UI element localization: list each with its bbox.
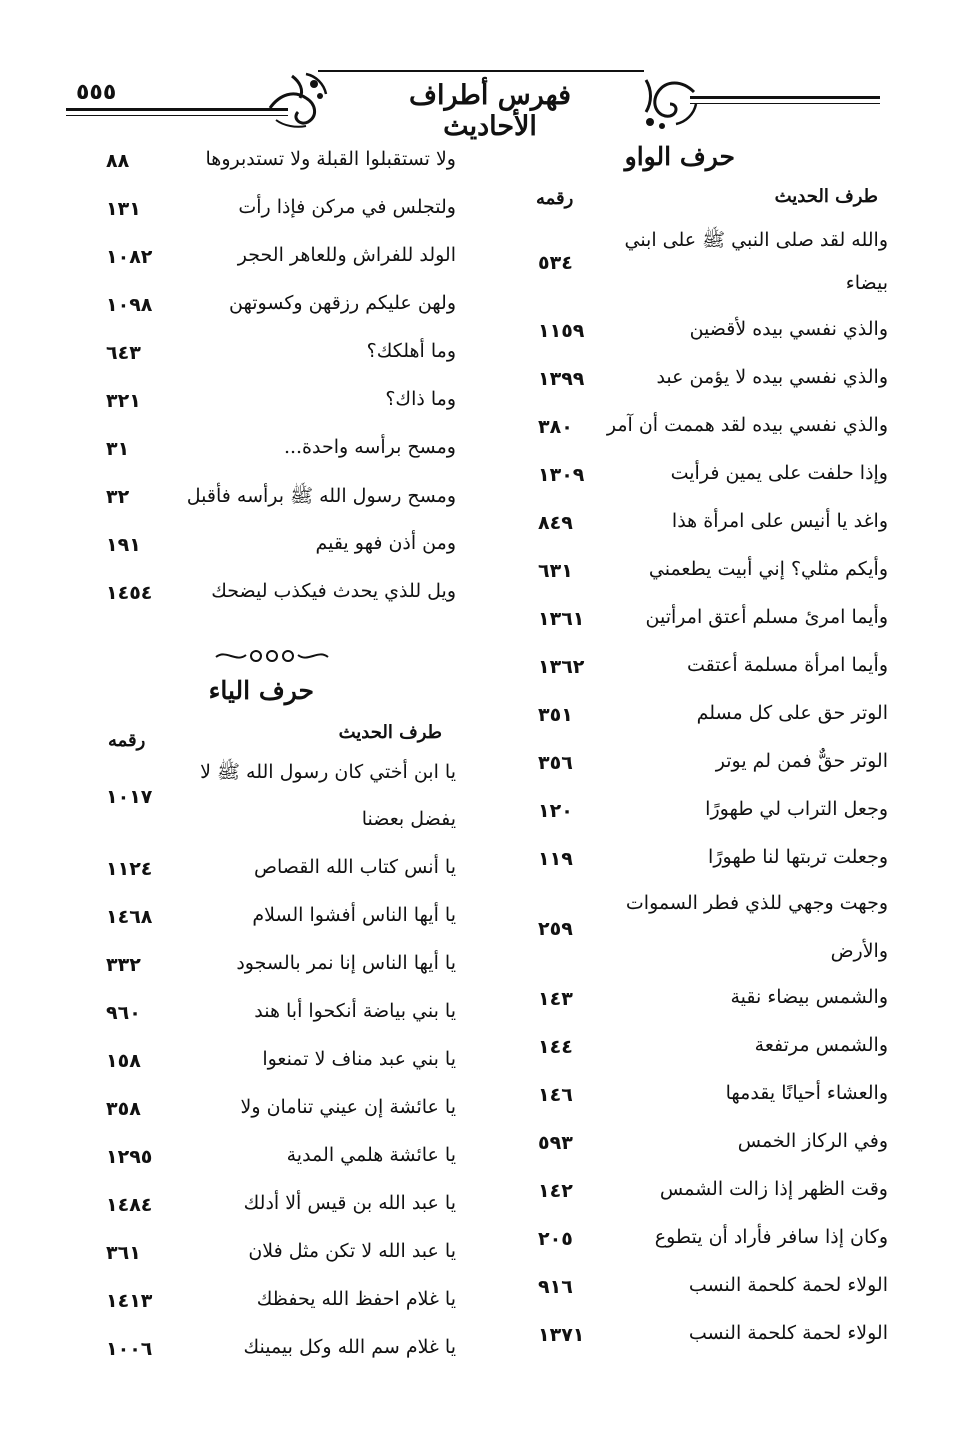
hadith-entry-number: ٣٥٦ xyxy=(538,752,573,774)
hadith-entry-number: ٩١٦ xyxy=(538,1276,573,1298)
header-ornament-right-icon xyxy=(636,70,700,132)
hadith-entry-number: ١٤٦ xyxy=(538,1084,573,1106)
hadith-entry-text: وكان إذا سافر فأراد أن يتطوع xyxy=(654,1226,888,1248)
hadith-entry-text: الولاء لحمة كلحمة النسب xyxy=(688,1322,888,1344)
hadith-entry-number: ١٣٠٩ xyxy=(538,464,585,486)
header-ornament-left-icon xyxy=(262,68,332,130)
hadith-entry-number: ٥٩٣ xyxy=(538,1132,573,1154)
column-header-number: رقمه xyxy=(536,188,574,209)
hadith-entry-text: وجعل التراب لي طهورًا xyxy=(705,798,888,820)
hadith-entry-text: ويل للذي يحدث فيكذب ليضحك xyxy=(211,580,456,602)
hadith-entry-text: يا عبد الله لا تكن مثل فلان xyxy=(248,1240,456,1262)
hadith-entry-number: ٣٨٠ xyxy=(538,416,573,438)
hadith-entry-number: ١٤٨٤ xyxy=(106,1194,153,1216)
hadith-entry-text: وما ذاك؟ xyxy=(385,388,456,410)
header-top-rule xyxy=(318,70,644,72)
hadith-entry-text: والشمس مرتفعة xyxy=(754,1034,888,1056)
header-left-rule-thin xyxy=(66,115,288,116)
hadith-entry-number: ٩٦٠ xyxy=(106,1002,141,1024)
hadith-entry-text: ولهن عليكم رزقهن وكسوتهن xyxy=(229,292,456,314)
section-title-ya: حرف الياء xyxy=(208,676,314,705)
hadith-entry-number: ١٣١ xyxy=(106,198,141,220)
hadith-entry-text: يا عبد الله بن قيس ألا أدلك xyxy=(243,1192,456,1214)
hadith-entry-number: ٣٥١ xyxy=(538,704,573,726)
hadith-entry-text: يا بني بياضة أنكحوا أبا هند xyxy=(254,1000,456,1022)
hadith-entry-text: الوتر حقٌّ فمن لم يوتر xyxy=(715,750,888,772)
hadith-entry-text: والشمس بيضاء نقية xyxy=(730,986,888,1008)
hadith-entry-number: ١٠٠٦ xyxy=(106,1338,153,1360)
hadith-entry-number: ١٠٩٨ xyxy=(106,294,153,316)
hadith-entry-number: ٣٦١ xyxy=(106,1242,141,1264)
hadith-entry-text: الولاء لحمة كلحمة النسب xyxy=(688,1274,888,1296)
hadith-entry-text: يفضل بعضنا xyxy=(361,808,456,830)
page-number: ٥٥٥ xyxy=(76,80,117,105)
header-left-rule xyxy=(66,108,288,111)
hadith-entry-number: ١٤٢ xyxy=(538,1180,573,1202)
column-header-text: طرف الحديث xyxy=(338,722,442,743)
header-right-rule-thin xyxy=(690,103,880,104)
hadith-entry-text: ومن أذن فهو يقيم xyxy=(315,532,456,554)
hadith-entry-text: يا عائشة هلمي المدية xyxy=(286,1144,456,1166)
hadith-entry-number: ٢٥٩ xyxy=(538,918,573,940)
hadith-entry-number: ١٤٦٨ xyxy=(106,906,153,928)
hadith-entry-text: الولد للفراش وللعاهر الحجر xyxy=(237,244,456,266)
hadith-entry-text: والأرض xyxy=(830,940,888,962)
hadith-entry-text: ولتجلس في مركن فإذا رأت xyxy=(238,196,456,218)
column-header-text: طرف الحديث xyxy=(774,186,878,207)
hadith-entry-number: ٥٣٤ xyxy=(538,252,573,274)
hadith-entry-number: ١٩١ xyxy=(106,534,141,556)
hadith-entry-text: وأيكم مثلي؟ إني أبيت يطعمني xyxy=(648,558,888,580)
hadith-entry-text: وجعلت تربتها لنا طهورًا xyxy=(708,846,888,868)
hadith-entry-number: ١٠٨٢ xyxy=(106,246,153,268)
hadith-entry-text: والعشاء أحيانًا يقدمها xyxy=(725,1082,888,1104)
hadith-entry-number: ١١٢٤ xyxy=(106,858,153,880)
hadith-entry-number: ١١٩ xyxy=(538,848,573,870)
hadith-entry-number: ١١٥٩ xyxy=(538,320,585,342)
section-divider-ornament-icon xyxy=(212,645,332,667)
hadith-entry-text: وما أهلكك؟ xyxy=(366,340,456,362)
hadith-entry-text: يا أيها الناس إنا نمر بالسجود xyxy=(236,952,456,974)
hadith-entry-text: يا ابن أختي كان رسول الله ﷺ لا xyxy=(200,761,456,783)
hadith-entry-number: ١٢٠ xyxy=(538,800,573,822)
hadith-entry-number: ١٣٦١ xyxy=(538,608,585,630)
hadith-entry-number: ١٠١٧ xyxy=(106,786,153,808)
hadith-entry-text: ومسح رسول الله ﷺ برأسه فأقبل xyxy=(186,485,456,507)
hadith-entry-text: واغد يا أنيس على امرأة هذا xyxy=(671,510,888,532)
hadith-entry-text: وقت الظهر إذا زالت الشمس xyxy=(659,1178,888,1200)
hadith-entry-number: ١٣٧١ xyxy=(538,1324,585,1346)
hadith-entry-text: بيضاء xyxy=(845,272,888,294)
header-right-rule xyxy=(690,96,880,99)
hadith-entry-text: يا بني عبد مناف لا تمنعوا xyxy=(262,1048,456,1070)
hadith-entry-text: ولا تستقبلوا القبلة ولا تستدبروها xyxy=(205,148,456,170)
hadith-entry-number: ١٤١٣ xyxy=(106,1290,153,1312)
hadith-entry-text: يا غلام احفظ الله يحفظك xyxy=(256,1288,456,1310)
hadith-entry-number: ٣٢١ xyxy=(106,390,141,412)
hadith-entry-text: الوتر حق على كل مسلم xyxy=(696,702,888,724)
hadith-entry-number: ٣١ xyxy=(106,438,130,460)
hadith-entry-text: وجهت وجهي للذي فطر السموات xyxy=(625,892,888,914)
hadith-entry-text: والذي نفسي بيده لا يؤمن عبد xyxy=(656,366,888,388)
page-title: فهرس أطراف الأحاديث xyxy=(409,80,571,142)
hadith-entry-number: ٣٢ xyxy=(106,486,130,508)
column-header-number: رقمه xyxy=(108,730,146,751)
hadith-entry-text: يا عائشة إن عيني تنامان ولا xyxy=(240,1096,456,1118)
hadith-entry-number: ١٣٦٢ xyxy=(538,656,585,678)
hadith-entry-number: ١٢٩٥ xyxy=(106,1146,153,1168)
hadith-entry-text: يا أنس كتاب الله القصاص xyxy=(254,856,456,878)
hadith-entry-text: وفي الركاز الخمس xyxy=(737,1130,888,1152)
hadith-entry-number: ٣٣٢ xyxy=(106,954,141,976)
hadith-entry-text: يا أيها الناس أفشوا السلام xyxy=(252,904,456,926)
hadith-entry-text: والله لقد صلى النبي ﷺ على ابني xyxy=(624,229,888,251)
hadith-entry-text: والذي نفسي بيده لأقضين xyxy=(689,318,888,340)
hadith-entry-number: ٨٨ xyxy=(106,150,130,172)
hadith-entry-text: يا غلام سم الله وكل بيمينك xyxy=(243,1336,456,1358)
hadith-entry-number: ٢٠٥ xyxy=(538,1228,573,1250)
hadith-entry-number: ٣٥٨ xyxy=(106,1098,141,1120)
hadith-entry-number: ٦٣١ xyxy=(538,560,573,582)
hadith-entry-number: ٨٤٩ xyxy=(538,512,573,534)
hadith-entry-text: والذي نفسي بيده لقد هممت أن آمر xyxy=(606,414,888,436)
hadith-entry-number: ١٤٤ xyxy=(538,1036,573,1058)
hadith-entry-number: ١٣٩٩ xyxy=(538,368,585,390)
section-title-waw: حرف الواو xyxy=(624,142,735,171)
hadith-entry-number: ٦٤٣ xyxy=(106,342,141,364)
hadith-entry-text: ومسح برأسه واحدة... xyxy=(283,436,456,458)
hadith-entry-text: وأيما امرئ مسلم أعتق امرأتين xyxy=(645,606,888,628)
hadith-entry-number: ١٥٨ xyxy=(106,1050,141,1072)
hadith-entry-text: وإذا حلفت على يمين فرأيت xyxy=(670,462,888,484)
hadith-entry-number: ١٤٥٤ xyxy=(106,582,153,604)
hadith-entry-text: وأيما امرأة مسلمة أعتقت xyxy=(686,654,888,676)
hadith-entry-number: ١٤٣ xyxy=(538,988,573,1010)
